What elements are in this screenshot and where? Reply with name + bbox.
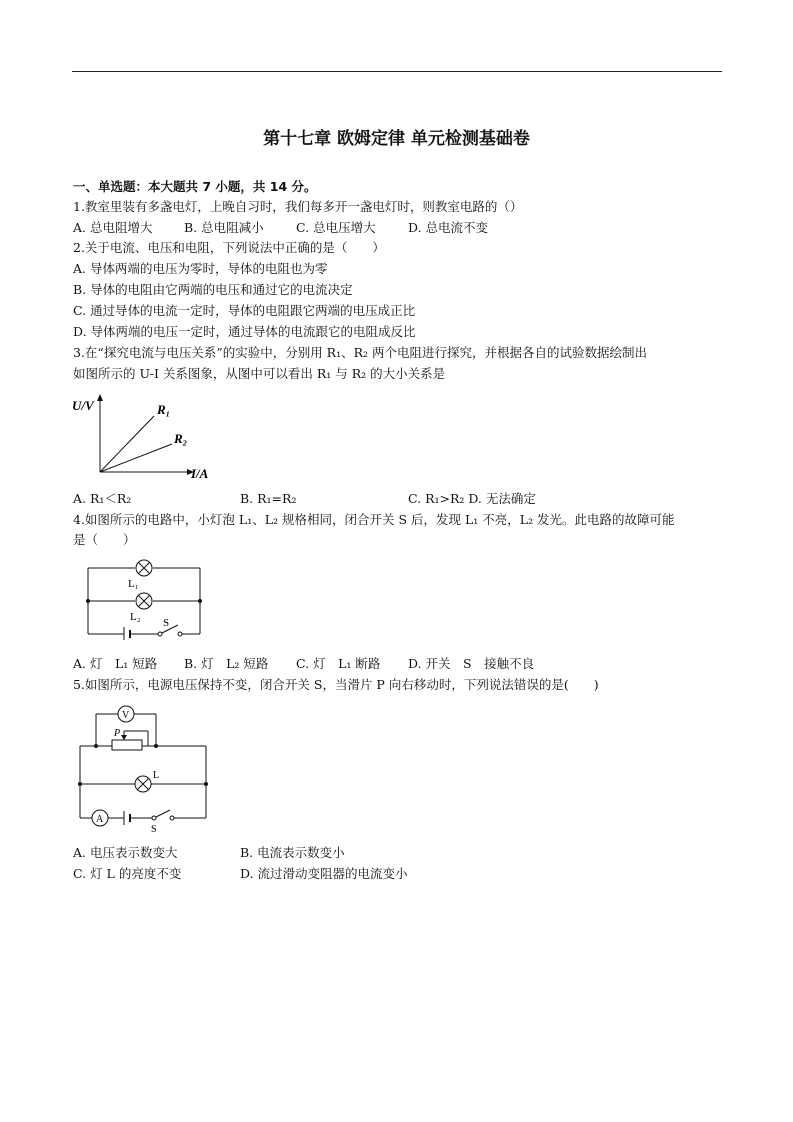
- q4-option-d: D. 开关 S 接触不良: [408, 656, 535, 671]
- q2-option-c: C. 通过导体的电流一定时，导体的电阻跟它两端的电压成正比: [73, 303, 416, 318]
- question-4-stem-line2: 是（ ）: [73, 532, 136, 547]
- q2-option-d: D. 导体两端的电压一定时，通过导体的电流跟它的电阻成反比: [73, 324, 416, 339]
- q5-option-d: D. 流过滑动变阻器的电流变小: [240, 866, 408, 881]
- y-axis-label: U/V: [72, 398, 94, 413]
- page-title: 第十七章 欧姆定律 单元检测基础卷: [263, 129, 530, 149]
- q4-option-a: A. 灯 L₁ 短路: [73, 656, 158, 671]
- q2-option-b: B. 导体的电阻由它两端的电压和通过它的电流决定: [73, 282, 353, 297]
- section-heading: 一、单选题：本大题共 7 小题，共 14 分。: [73, 179, 317, 194]
- q3-option-cd: C. R₁>R₂ D. 无法确定: [408, 491, 536, 506]
- ammeter-label: A: [96, 814, 104, 825]
- ui-graph-figure: [70, 392, 230, 484]
- question-3-stem-line2: 如图所示的 U-I 关系图象，从图中可以看出 R₁ 与 R₂ 的大小关系是: [73, 366, 446, 381]
- q4-option-c: C. 灯 L₁ 断路: [296, 656, 381, 671]
- circuit-figure-q4: [80, 556, 210, 640]
- q1-option-d: D. 总电流不变: [408, 220, 489, 235]
- lamp-l1-label: L₁: [128, 578, 139, 590]
- question-1-stem: 1.教室里装有多盏电灯，上晚自习时，我们每多开一盏电灯时，则教室电路的（）: [73, 199, 523, 214]
- q3-option-b: B. R₁=R₂: [240, 491, 297, 506]
- voltmeter-label: V: [122, 710, 130, 721]
- q1-option-b: B. 总电阻减小: [184, 220, 264, 235]
- lamp-l-label: L: [153, 770, 160, 781]
- switch-s-label: S: [163, 617, 170, 629]
- x-axis-label: I/A: [191, 466, 209, 481]
- header-rule: [72, 71, 722, 72]
- question-4-stem-line1: 4.如图所示的电路中，小灯泡 L₁、L₂ 规格相同，闭合开关 S 后，发现 L₁ 不亮，L₂ 发光。此电路的故障可能: [73, 512, 675, 527]
- slider-p-label: P: [114, 728, 121, 739]
- switch-s-label-q5: S: [151, 824, 157, 834]
- question-3-stem-line1: 3.在“探究电流与电压关系”的实验中，分别用 R₁、R₂ 两个电阻进行探究，并根据各自的试验数据绘制出: [73, 345, 648, 360]
- question-2-stem: 2.关于电流、电压和电阻，下列说法中正确的是（ ）: [73, 240, 385, 255]
- q3-option-a: A. R₁＜R₂: [73, 491, 132, 506]
- q5-option-c: C. 灯 L 的亮度不变: [73, 866, 182, 881]
- q1-option-a: A. 总电阻增大: [73, 220, 153, 235]
- line-r2-label: R₂: [174, 431, 188, 446]
- q2-option-a: A. 导体两端的电压为零时，导体的电阻也为零: [73, 261, 328, 276]
- question-5-stem: 5.如图所示，电源电压保持不变，闭合开关 S，当滑片 P 向右移动时，下列说法错误的是( ): [73, 677, 599, 692]
- q5-option-b: B. 电流表示数变小: [240, 845, 345, 860]
- line-r1-label: R₁: [157, 402, 171, 417]
- circuit-figure-q5: [74, 702, 214, 834]
- q5-option-a: A. 电压表示数变大: [73, 845, 178, 860]
- q1-option-c: C. 总电压增大: [296, 220, 376, 235]
- lamp-l2-label: L₂: [130, 611, 141, 623]
- q4-option-b: B. 灯 L₂ 短路: [184, 656, 269, 671]
